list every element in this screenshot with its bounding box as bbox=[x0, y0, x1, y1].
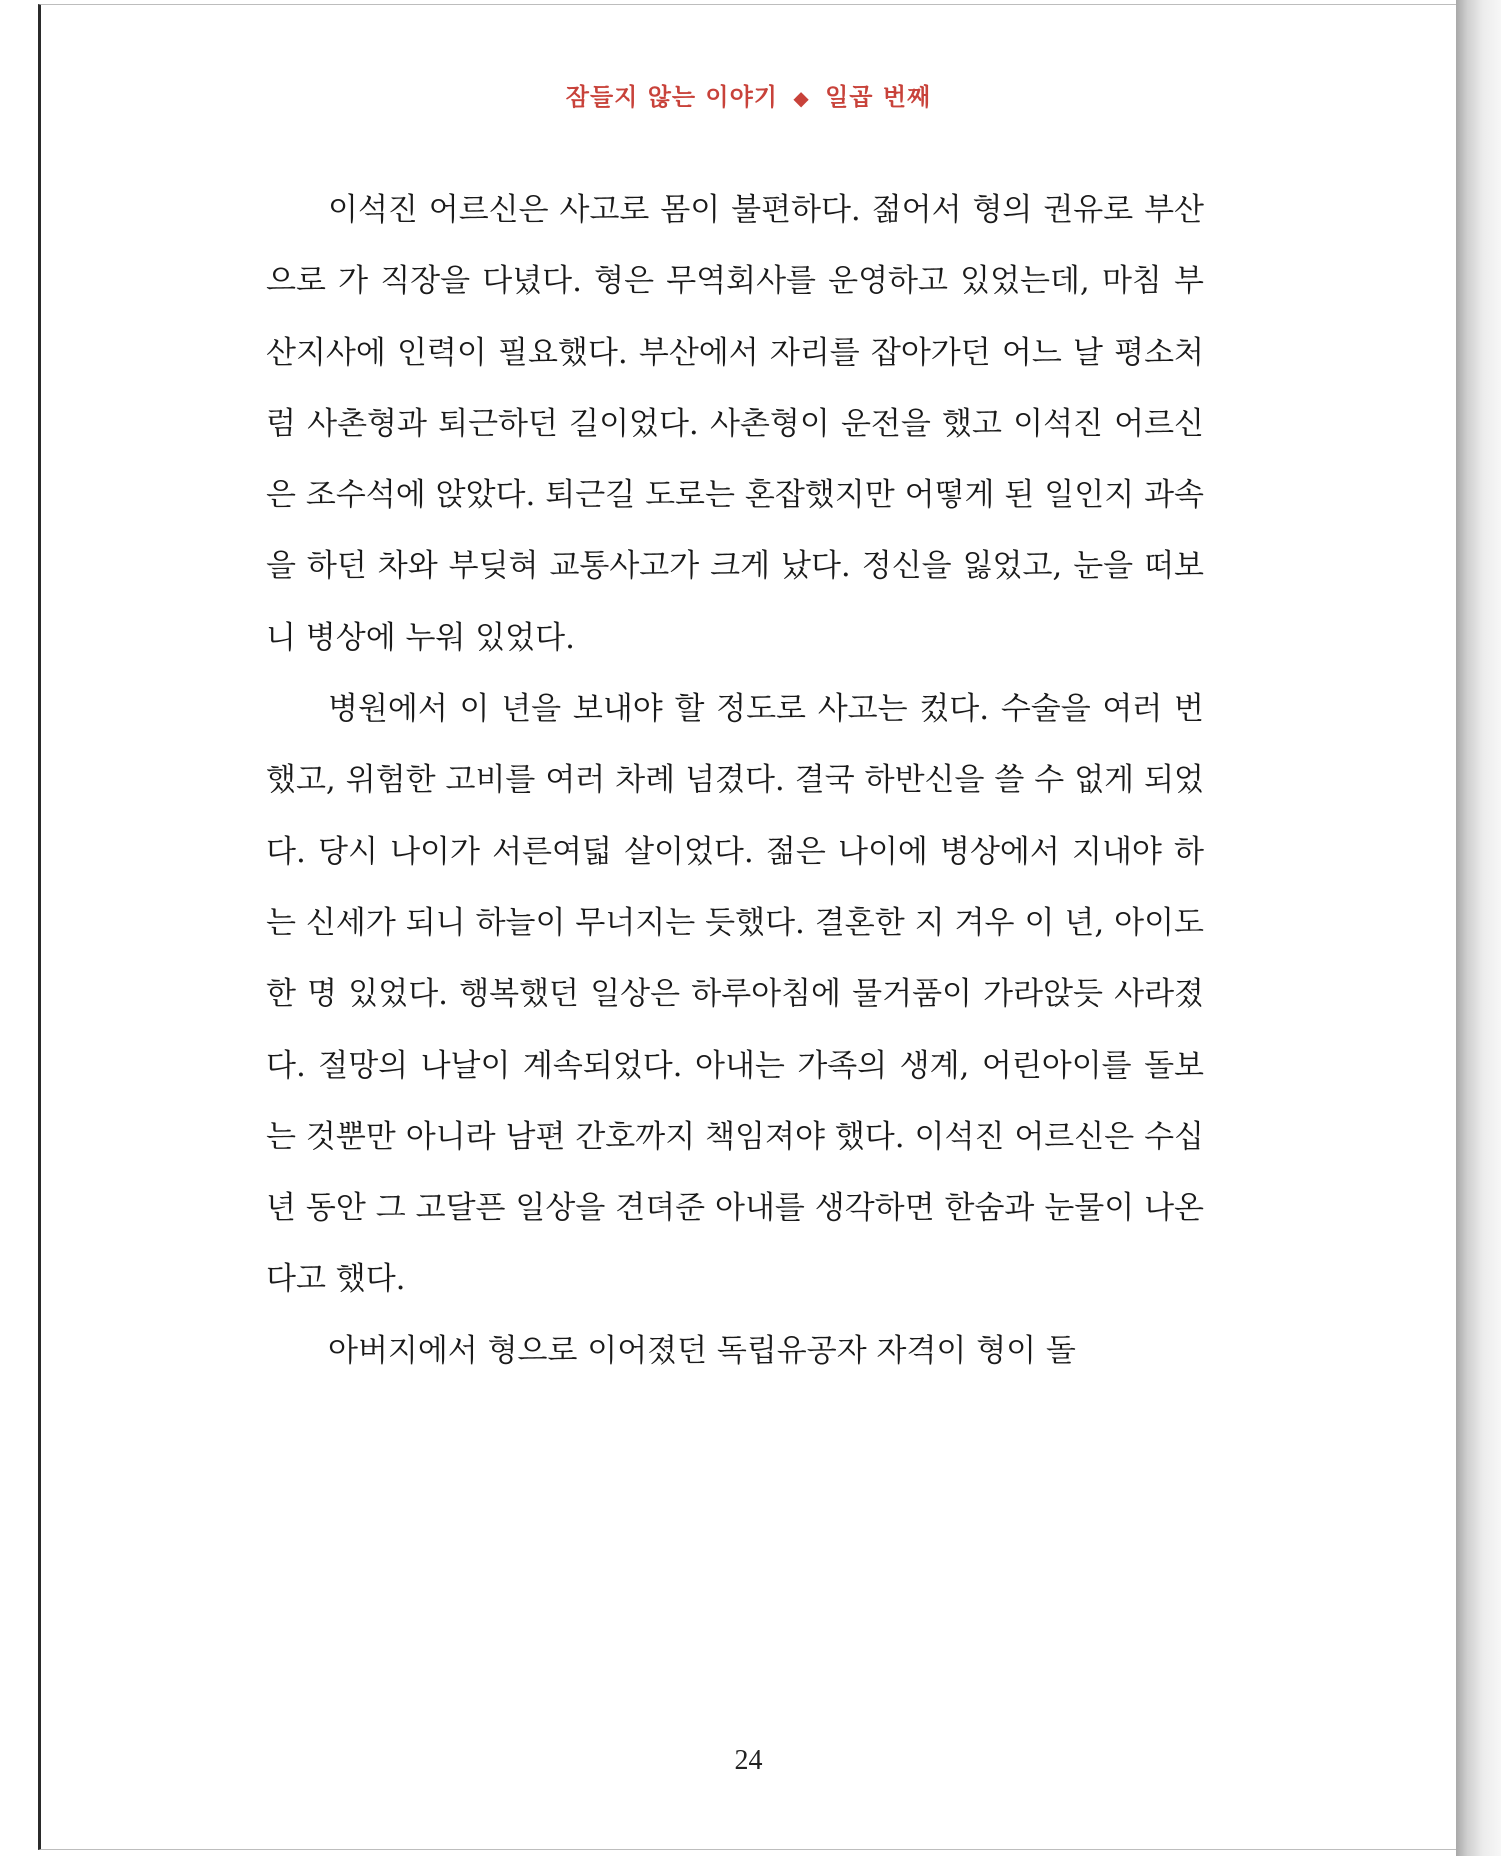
page-curl-shadow bbox=[1456, 0, 1501, 1856]
header-volume: 일곱 번째 bbox=[825, 82, 932, 111]
body-text bbox=[266, 175, 1204, 1387]
book-page bbox=[38, 4, 1456, 1850]
header-book-title: 잠들지 않는 이야기 bbox=[565, 82, 778, 111]
paragraph-2: 병원에서 이 년을 보내야 할 정도로 사고는 컸다. 수술을 여러 번 했고, 위험한 고비를 여러 차례 넘겼다. 결국 하반신을 쓸 수 없게 되었다. 당시 나이가 서른여덟 살이었다. 젊은 나이에 병상에서 지내야 하는 신세가 되니 하늘이 무너지는 듯했다. 결혼한 지 겨우 이 년, 아이도 한 명 있었다. 행복했던 일상은 하루아침에 물거품이 가라앉듯 사라졌다. 절망의 나날이 계속되었다. 아내는 가족의 생계, 어린아이를 돌보는 것뿐만 아니라 남편 간호까지 책임져야 했다. 이석진 어르신은 수십 년 동안 그 고달픈 일상을 견뎌준 아내를 생각하면 한숨과 눈물이 나온다고 했다. bbox=[266, 691, 1204, 1298]
viewer-left-margin bbox=[0, 0, 38, 1856]
paragraph-1: 이석진 어르신은 사고로 몸이 불편하다. 젊어서 형의 권유로 부산으로 가 직장을 다녔다. 형은 무역회사를 운영하고 있었는데, 마침 부산지사에 인력이 필요했다. 부산에서 자리를 잡아가던 어느 날 평소처럼 사촌형과 퇴근하던 길이었다. 사촌형이 운전을 했고 이석진 어르신은 조수석에 앉았다. 퇴근길 도로는 혼잡했지만 어떻게 된 일인지 과속을 하던 차와 부딪혀 교통사고가 크게 났다. 정신을 잃었고, 눈을 떠보니 병상에 누워 있었다. bbox=[266, 192, 1204, 656]
running-header bbox=[41, 77, 1456, 112]
paragraph-3: 아버지에서 형으로 이어졌던 독립유공자 자격이 형이 돌 bbox=[328, 1332, 1076, 1369]
page-number: 24 bbox=[734, 1745, 763, 1776]
diamond-separator-icon: ◆ bbox=[793, 86, 810, 110]
